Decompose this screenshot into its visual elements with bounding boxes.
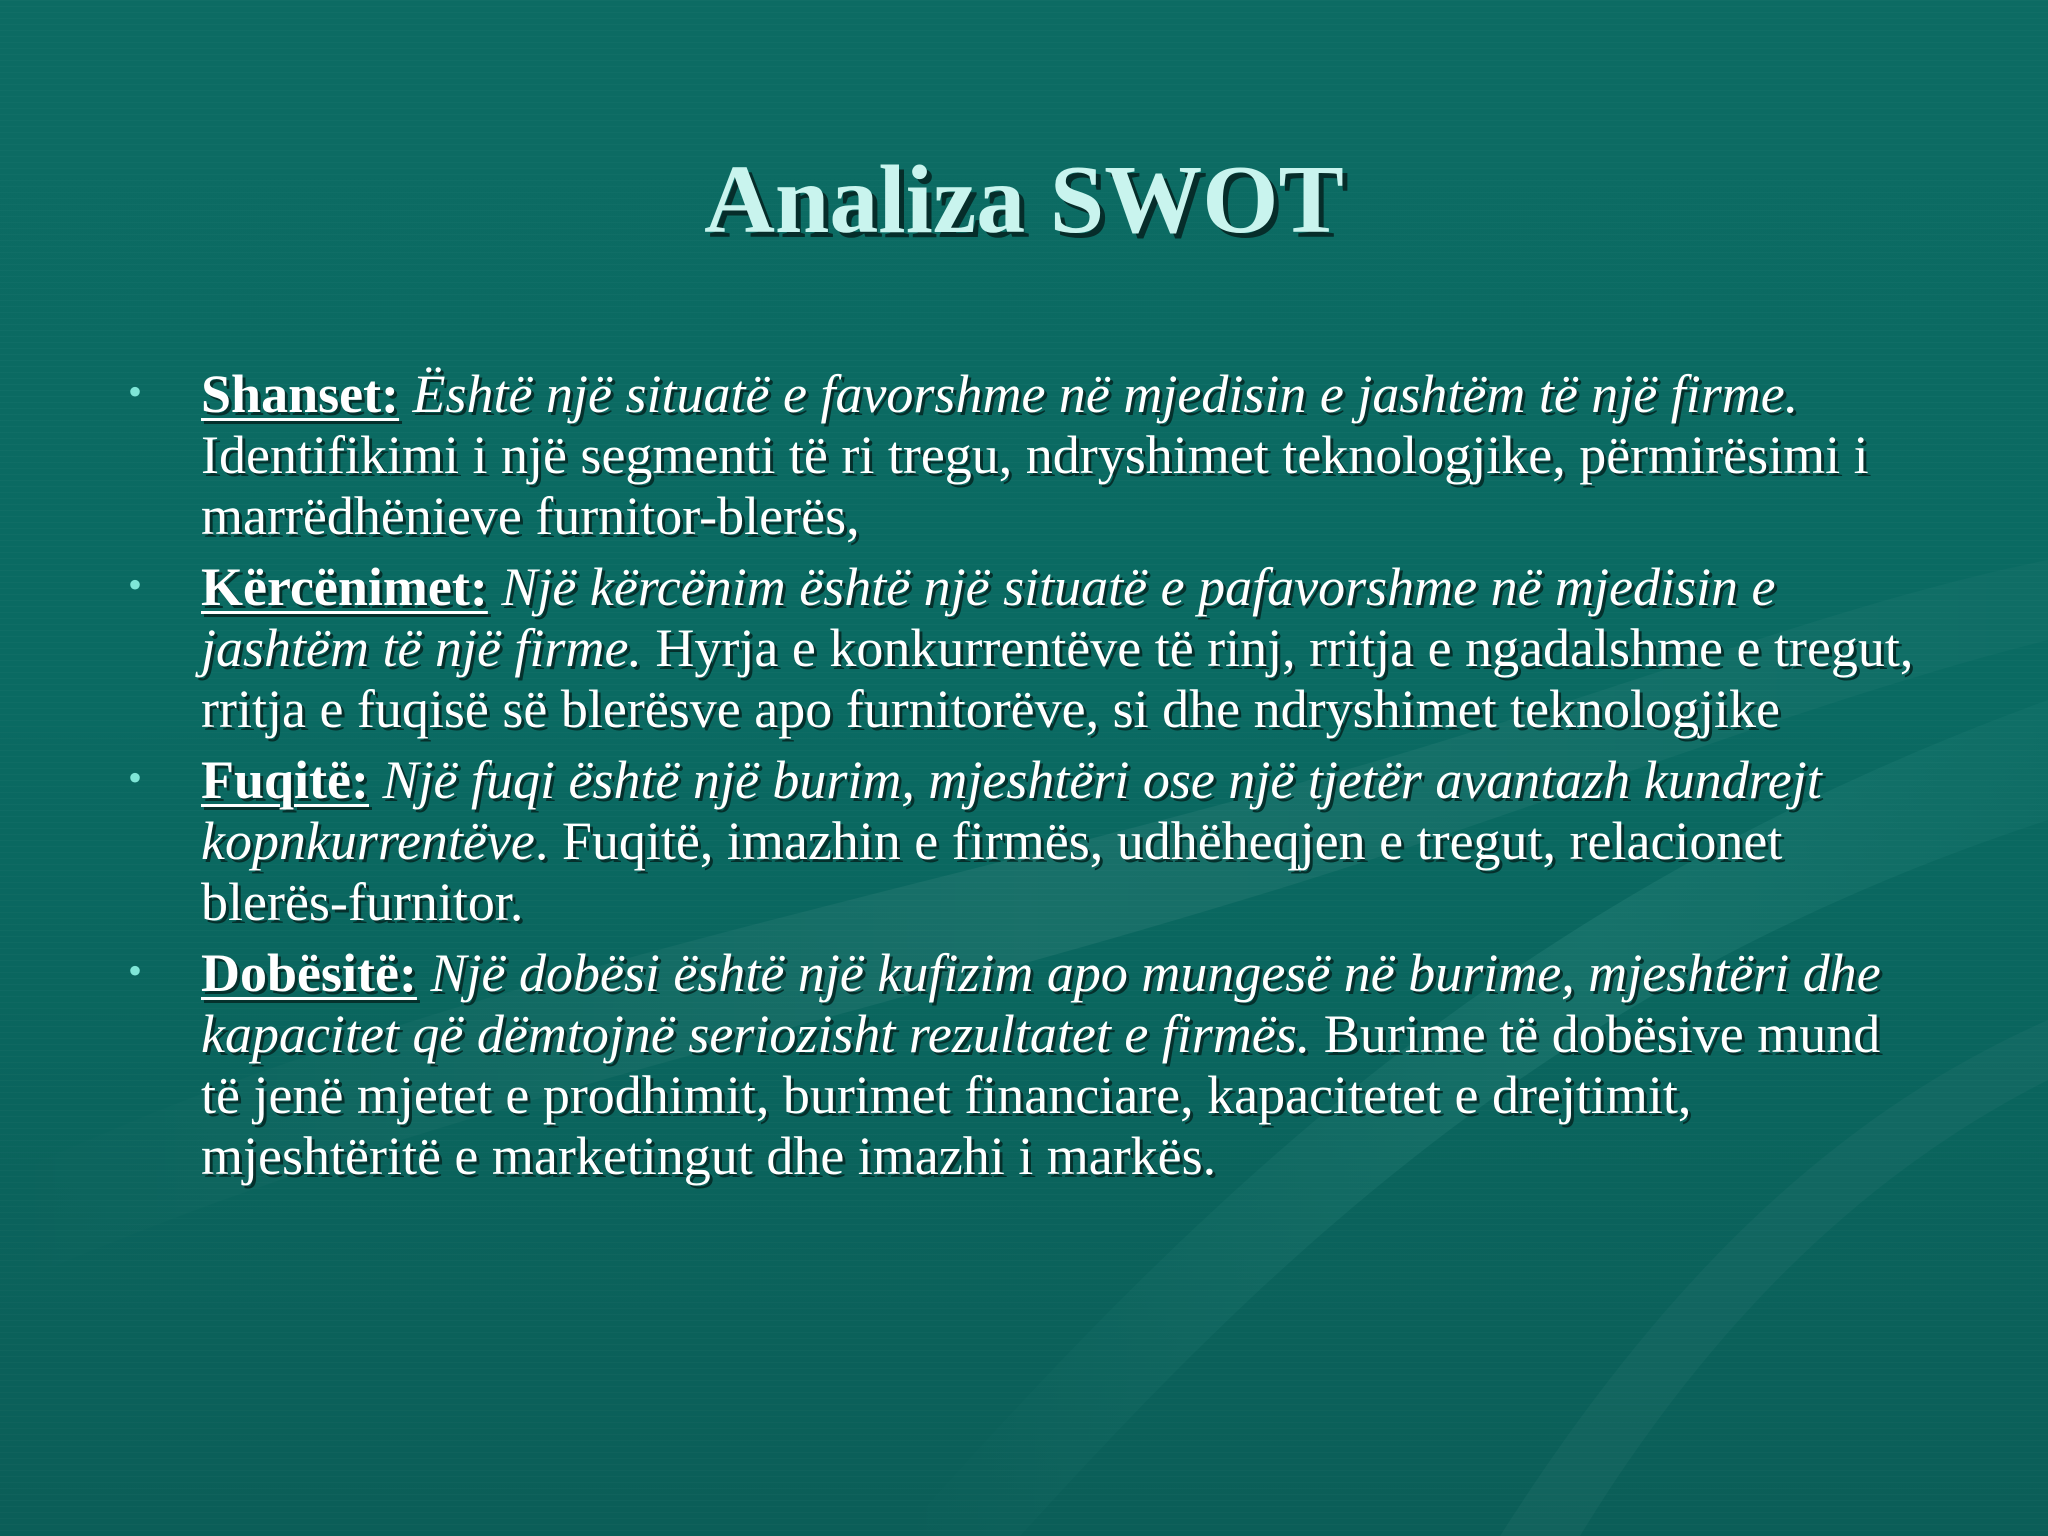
bullet-term: Shanset: [201, 364, 400, 424]
bullet-term: Kërcënimet: [201, 557, 488, 617]
bullet-definition: Një fuqi është një burim, mjeshtëri ose një tjetër avantazh kundrejt kopnkurrentëve [201, 750, 1822, 871]
bullet-shanset [128, 364, 1928, 547]
bullet-dot-icon: • [128, 562, 143, 607]
bullet-definition: Është një situatë e favorshme në mjedisin e jashtëm të një firme. [412, 364, 1799, 424]
bullet-term: Dobësitë: [201, 943, 417, 1003]
bullet-dot-icon: • [128, 948, 143, 993]
bullet-definition: Një dobësi është një kufizim apo mungesë në burime, mjeshtëri dhe kapacitet që dëmtojnë seriozisht rezultatet e firmës. [201, 943, 1881, 1064]
bullet-dobesite [128, 943, 1928, 1187]
bullet-list [128, 364, 1928, 1197]
bullet-detail: . Fuqitë, imazhin e firmës, udhëheqjen e tregut, relacionet blerës-furnitor. [201, 811, 1783, 932]
bullet-detail: Burime të dobësive mund të jenë mjetet e prodhimit, burimet financiare, kapacitetet e drejtimit, mjeshtëritë e marketingut dhe imazhi i markës. [201, 1004, 1881, 1186]
bullet-detail: Hyrja e konkurrentëve të rinj, rritja e ngadalshme e tregut, rritja e fuqisë së blerësve apo furnitorëve, si dhe ndryshimet teknologjike [201, 618, 1914, 739]
bullet-term: Fuqitë: [201, 750, 369, 810]
bullet-fuqite [128, 750, 1928, 933]
slide-title: Analiza SWOT [704, 146, 1344, 254]
bullet-dot-icon: • [128, 755, 143, 800]
bullet-dot-icon: • [128, 369, 143, 414]
bullet-detail: Identifikimi i një segmenti të ri tregu, ndryshimet teknologjike, përmirësimi i marrëdhënieve furnitor-blerës, [201, 425, 1869, 546]
bullet-kercenimet [128, 557, 1928, 740]
bullet-definition: Një kërcënim është një situatë e pafavorshme në mjedisin e jashtëm të një firme. [201, 557, 1776, 678]
